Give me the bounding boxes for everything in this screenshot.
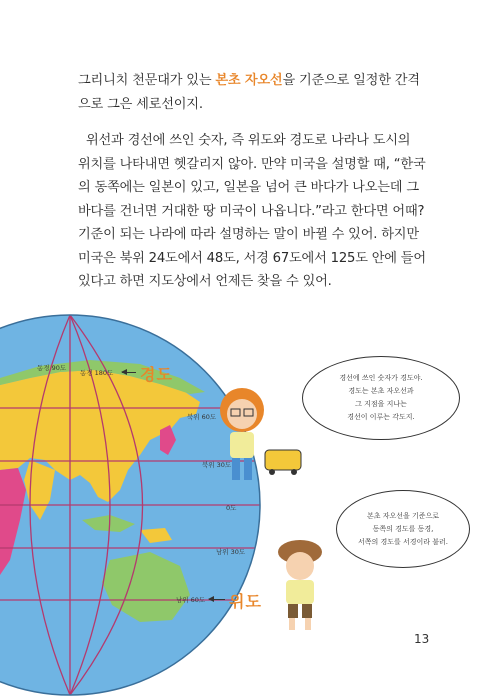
paragraph-line: 위치를 나타내면 헷갈리지 않아. 만약 미국을 설명할 때, “한국 (78, 156, 426, 172)
boy-character (278, 540, 322, 630)
bubble-line: 경선에 쓰인 숫자가 경도야. (339, 374, 423, 382)
bubble-line: 경선이 이루는 각도지. (347, 413, 415, 421)
highlight-prime-meridian: 본초 자오선 (215, 73, 283, 88)
bubble-line: 경도는 본초 자오선과 (348, 387, 414, 395)
paragraph-line: 의 동쪽에는 일본이 있고, 일본을 넘어 큰 바다가 나오는데 그 (78, 180, 419, 195)
label-south-30: 남위 30도 (216, 548, 246, 556)
paragraph-line: 미국은 북위 24도에서 48도, 서경 67도에서 125도 안에 들어 (78, 250, 426, 266)
longitude-arrow (122, 372, 136, 373)
paragraph-line: 있다고 하면 지도상에서 언제든 찾을 수 있어. (78, 274, 332, 289)
speech-bubble-east-west (336, 490, 470, 568)
paragraph-line: 으로 그은 세로선이지. (78, 96, 203, 112)
label-equator: 0도 (226, 504, 237, 512)
speech-bubble-longitude (302, 356, 460, 440)
label-north-60: 북위 60도 (187, 413, 217, 421)
girl-character (220, 388, 301, 480)
label-north-30: 북위 30도 (202, 461, 232, 469)
paragraph-line: 바다를 건너면 거대한 땅 미국이 나옵니다.”라고 한다면 어때? (78, 203, 425, 219)
bubble-line: 서쪽의 경도를 서경이라 불러. (357, 537, 449, 546)
label-east-180: 동경 180도 (80, 369, 114, 377)
longitude-title: 경도 (140, 365, 173, 384)
bubble-line: 본초 자오선을 기준으로 (366, 511, 440, 520)
paragraph-line: 기준이 되는 나라에 따라 설명하는 말이 바뀔 수 있어. 하지만 (78, 227, 419, 242)
paragraph-line: 위선과 경선에 쓰인 숫자, 즉 위도와 경도로 나라나 도시의 (78, 133, 411, 148)
latitude-arrow (209, 599, 225, 600)
bubble-line: 동쪽의 경도를 동경, (372, 524, 434, 533)
bubble-line: 그 지점을 지나는 (355, 400, 407, 408)
label-south-60: 남위 60도 (176, 596, 206, 604)
text-segment: 을 기준으로 일정한 간격 (282, 73, 420, 88)
page-number: 13 (414, 632, 430, 646)
text-segment: 그리니치 천문대가 있는 (78, 73, 216, 88)
latitude-title: 위도 (229, 592, 262, 611)
label-east-90: 동경 90도 (37, 364, 67, 372)
